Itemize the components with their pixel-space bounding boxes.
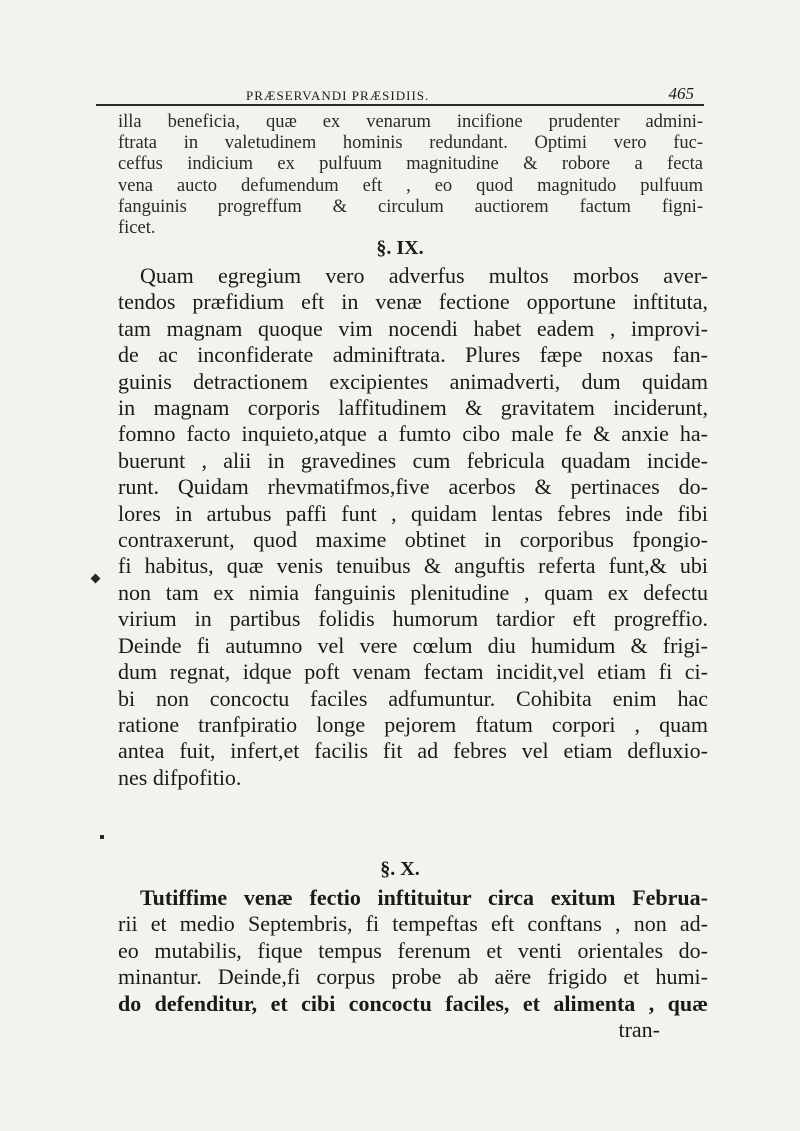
paragraph-section-x <box>118 885 708 1043</box>
section-heading-x: §. X. <box>380 858 420 880</box>
text-line: minantur. Deinde,fi corpus probe ab aëre frigido et humi- <box>118 964 708 990</box>
text-line: rii et medio Septembris, fi tempeftas eft conftans , non ad- <box>118 911 708 937</box>
text-line: bi non concoctu faciles adfumuntur. Cohibita enim hac <box>118 685 708 711</box>
text-line: ftrata in valetudinem hominis redundant. Optimi vero fuc- <box>118 133 703 154</box>
text-line: non tam ex nimia fanguinis plenitudine , quam ex defectu <box>118 579 708 605</box>
text-line: ceffus indicium ex pulfuum magnitudine & robore a fecta <box>118 154 703 175</box>
text-line: de ac inconfiderate adminiftrata. Plures fæpe noxas fan- <box>118 342 708 368</box>
text-line: Tutiffime venæ fectio inftituitur circa exitum Februa- <box>140 885 708 910</box>
section-heading-ix: §. IX. <box>376 237 424 259</box>
text-line: vena aucto defumendum eft , eo quod magnitudo pulfuum <box>118 175 703 196</box>
text-line: runt. Quidam rhevmatifmos,five acerbos & pertinaces do- <box>118 474 708 500</box>
text-line: ficet. <box>118 218 156 239</box>
header-rule <box>96 104 704 106</box>
text-line: fomno facto inquieto,atque a fumto cibo male fe & anxie ha- <box>118 421 708 447</box>
text-line: nes difpofitio. <box>118 764 242 790</box>
text-line: ratione tranfpiratio longe pejorem ftatum corpori , quam <box>118 711 708 737</box>
text-line: do defenditur, et cibi concoctu faciles, et alimenta , quæ <box>118 990 708 1016</box>
text-line: illa beneficia, quæ ex venarum incifione prudenter admini- <box>118 112 703 132</box>
margin-dot-icon <box>100 835 104 839</box>
text-line: Quam egregium vero adverfus multos morbos aver- <box>140 263 708 288</box>
continuation-paragraph <box>118 112 703 239</box>
text-line: dum regnat, idque poft venam fectam incidit,vel etiam fi ci- <box>118 659 708 685</box>
page-header <box>96 80 696 104</box>
paragraph-section-ix <box>118 263 708 791</box>
text-line: lores in artubus paffi funt , quidam lentas febres inde fibi <box>118 500 708 526</box>
text-line: fi habitus, quæ venis tenuibus & anguftis referta funt,& ubi <box>118 553 708 579</box>
text-line: Deinde fi autumno vel vere cœlum diu humidum & frigi- <box>118 632 708 658</box>
text-line: guinis detractionem excipientes animadverti, dum quidam <box>118 368 708 394</box>
text-line: contraxerunt, quod maxime obtinet in corporibus fpongio- <box>118 527 708 553</box>
text-line: tendos præfidium eft in venæ fectione opportune inftituta, <box>118 289 708 315</box>
text-line: fanguinis progreffum & circulum auctiorem factum figni- <box>118 196 703 217</box>
text-line: tam magnam quoque vim nocendi habet eadem , improvi- <box>118 315 708 341</box>
page-number: 465 <box>668 84 694 103</box>
text-line: in magnam corporis laffitudinem & gravitatem inciderunt, <box>118 395 708 421</box>
running-head: PRÆSERVANDI PRÆSIDIIS. <box>246 88 430 103</box>
margin-mark-icon <box>91 574 101 584</box>
text-line: virium in partibus folidis humorum tardior eft progreffio. <box>118 606 708 632</box>
text-line: antea fuit, infert,et facilis fit ad febres vel etiam defluxio- <box>118 738 708 764</box>
text-line: buerunt , alii in gravedines cum febricula quadam incide- <box>118 447 708 473</box>
catchword: tran- <box>618 1017 660 1043</box>
text-line: eo mutabilis, fique tempus ferenum et venti orientales do- <box>118 937 708 963</box>
